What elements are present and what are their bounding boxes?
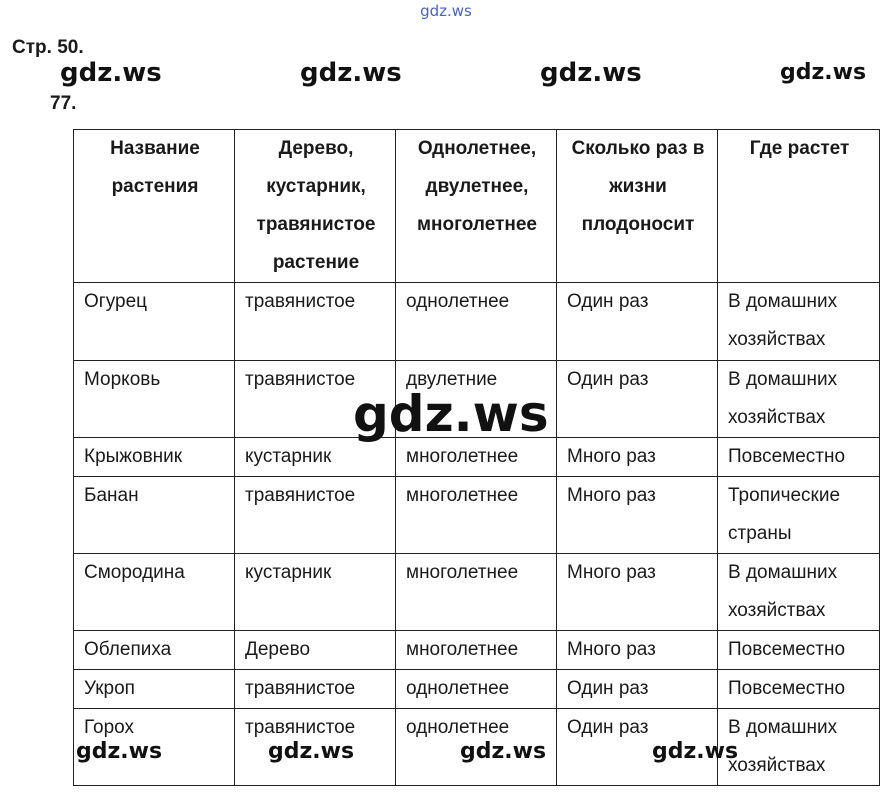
table-row xyxy=(74,283,880,361)
cell-plant-type: кустарник xyxy=(235,438,396,477)
cell-plant-name: Огурец xyxy=(74,283,235,361)
cell-fruiting: Один раз xyxy=(557,361,718,438)
cell-lifecycle: однолетнее xyxy=(396,670,557,709)
cell-plant-type: кустарник xyxy=(235,554,396,631)
header-plant-type: Дерево, кустарник, травянистое растение xyxy=(235,130,396,283)
watermark: gdz.ws xyxy=(540,58,642,88)
cell-fruiting: Много раз xyxy=(557,477,718,554)
cell-lifecycle: многолетнее xyxy=(396,554,557,631)
watermark: gdz.ws xyxy=(300,58,402,88)
cell-lifecycle: однолетнее xyxy=(396,283,557,361)
cell-fruiting: Один раз xyxy=(557,670,718,709)
cell-fruiting: Много раз xyxy=(557,554,718,631)
watermark: gdz.ws xyxy=(268,739,355,764)
watermark: gdz.ws xyxy=(652,739,739,764)
table-row xyxy=(74,670,880,709)
cell-fruiting: Много раз xyxy=(557,631,718,670)
table-row xyxy=(74,438,880,477)
watermark: gdz.ws xyxy=(780,60,867,85)
cell-habitat: Тропические страны xyxy=(718,477,880,554)
cell-plant-name: Крыжовник xyxy=(74,438,235,477)
header-lifecycle: Однолетнее, двулетнее, многолетнее xyxy=(396,130,557,283)
cell-plant-name: Банан xyxy=(74,477,235,554)
cell-habitat: Повсеместно xyxy=(718,670,880,709)
page-label: Стр. 50. xyxy=(12,37,84,58)
cell-lifecycle: многолетнее xyxy=(396,631,557,670)
cell-habitat: В домашних хозяйствах xyxy=(718,361,880,438)
cell-plant-type: травянистое xyxy=(235,477,396,554)
watermark: gdz.ws xyxy=(60,58,162,88)
table-row xyxy=(74,631,880,670)
cell-plant-name: Укроп xyxy=(74,670,235,709)
header-habitat: Где растет xyxy=(718,130,880,283)
cell-plant-type: травянистое xyxy=(235,670,396,709)
cell-habitat: В домашних хозяйствах xyxy=(718,709,880,786)
header-plant-name: Название растения xyxy=(74,130,235,283)
watermark-large: gdz.ws xyxy=(353,385,549,443)
table-row xyxy=(74,554,880,631)
cell-plant-name: Смородина xyxy=(74,554,235,631)
watermark: gdz.ws xyxy=(460,739,547,764)
cell-lifecycle: однолетнее xyxy=(396,709,557,786)
plants-table xyxy=(73,129,880,786)
cell-plant-name: Горох xyxy=(74,709,235,786)
cell-plant-type: травянистое xyxy=(235,283,396,361)
cell-plant-name: Облепиха xyxy=(74,631,235,670)
cell-lifecycle: двулетние xyxy=(396,361,557,438)
cell-plant-type: травянистое xyxy=(235,709,396,786)
cell-fruiting: Один раз xyxy=(557,709,718,786)
table-row xyxy=(74,709,880,786)
cell-plant-type: травянистое xyxy=(235,361,396,438)
table-row xyxy=(74,477,880,554)
cell-plant-name: Морковь xyxy=(74,361,235,438)
cell-habitat: В домашних хозяйствах xyxy=(718,283,880,361)
header-fruiting: Сколько раз в жизни плодоносит xyxy=(557,130,718,283)
cell-habitat: В домашних хозяйствах xyxy=(718,554,880,631)
cell-lifecycle: многолетнее xyxy=(396,477,557,554)
table-row xyxy=(74,361,880,438)
cell-lifecycle: многолетнее xyxy=(396,438,557,477)
cell-fruiting: Один раз xyxy=(557,283,718,361)
watermark: gdz.ws xyxy=(76,739,163,764)
cell-plant-type: Дерево xyxy=(235,631,396,670)
cell-fruiting: Много раз xyxy=(557,438,718,477)
task-number: 77. xyxy=(50,93,77,114)
watermark-top: gdz.ws xyxy=(420,2,472,20)
cell-habitat: Повсеместно xyxy=(718,438,880,477)
table-header-row xyxy=(74,130,880,283)
cell-habitat: Повсеместно xyxy=(718,631,880,670)
